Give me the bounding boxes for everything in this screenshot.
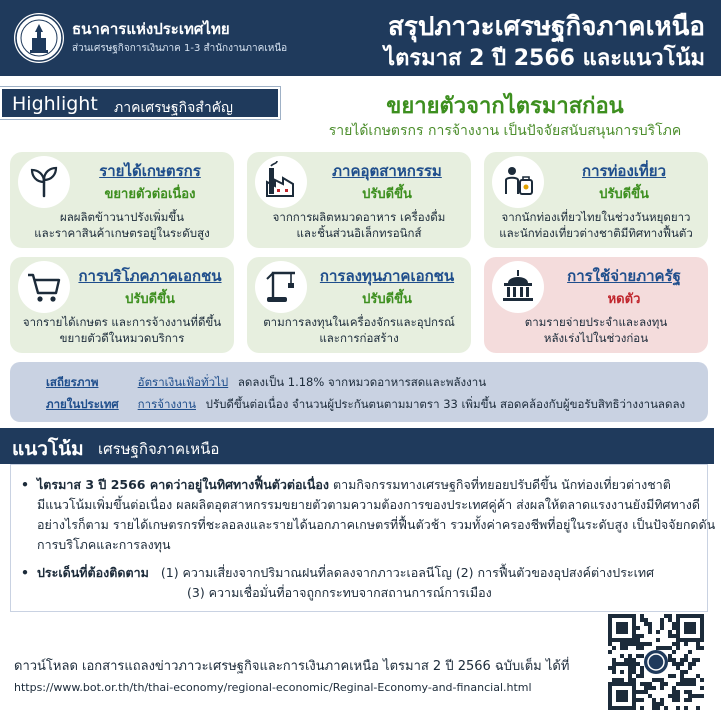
tourist-icon: [492, 156, 544, 208]
emblem-icon: [14, 13, 64, 63]
outlook-bullet-1: [21, 475, 716, 555]
card-desc-line: จากการผลิตหมวดอาหาร เครื่องดื่ม: [272, 210, 446, 224]
card-desc-line: และชิ้นส่วนอิเล็กทรอนิกส์: [296, 226, 422, 240]
government-building-icon: [492, 261, 544, 313]
card-status: ปรับดีขึ้น: [599, 187, 649, 202]
card-description: [253, 209, 465, 241]
card-status: ขยายตัวต่อเนื่อง: [104, 187, 196, 202]
download-text: ดาวน์โหลด เอกสารแถลงข่าวภาวะเศรษฐกิจและการเงินภาคเหนือ ไตรมาส 2 ปี 2566 ฉบับเต็ม ได้ที่: [14, 659, 570, 674]
stability-row-inflation: [46, 374, 486, 392]
highlight-label-sub: ภาคเศรษฐกิจสำคัญ: [114, 100, 233, 116]
stability-label: เสถียรภาพ: [46, 375, 99, 389]
card-desc-line: จากนักท่องเที่ยวไทยในช่วงวันหยุดยาว: [501, 210, 691, 224]
card-desc-line: และนักท่องเที่ยวต่างชาติมีทิศทางฟื้นตัว: [499, 226, 693, 240]
card-title: การบริโภคภาคเอกชน: [78, 267, 222, 285]
card-status: ปรับดีขึ้น: [362, 187, 412, 202]
bullet-dot: •: [21, 565, 29, 580]
header-bar: [0, 0, 721, 76]
page-title: สรุปภาวะเศรษฐกิจภาคเหนือ: [387, 12, 705, 42]
factory-icon: [255, 156, 307, 208]
card-title: การท่องเที่ยว: [581, 162, 666, 180]
card-desc-line: และราคาสินค้าเกษตรอยู่ในระดับสูง: [34, 226, 210, 240]
card-status: ปรับดีขึ้น: [125, 292, 175, 307]
card-status: หดตัว: [607, 292, 641, 307]
card-description: [16, 209, 228, 241]
outlook-line: ตามกิจกรรมทางเศรษฐกิจที่ทยอยปรับดีขึ้น นักท่องเที่ยวต่างชาติ: [332, 477, 671, 492]
stability-box: [10, 362, 708, 422]
card-status: ปรับดีขึ้น: [362, 292, 412, 307]
bot-logo: [14, 13, 64, 63]
highlight-headline: ขยายตัวจากไตรมาสก่อน: [386, 94, 624, 119]
card-description: [490, 314, 702, 346]
crane-icon: [255, 261, 307, 313]
shopping-cart-icon: [18, 261, 70, 313]
outlook-label-main: แนวโน้ม: [12, 438, 84, 460]
card-desc-line: จากรายได้เกษตร และการจ้างงานที่ดีขึ้น: [22, 315, 222, 329]
card-tourism: [484, 152, 708, 248]
card-title: รายได้เกษตรกร: [99, 162, 201, 180]
outlook-line: อย่างไรก็ตาม รายได้เกษตรกรที่ชะลอลงและรายได้นอกภาคเกษตรที่ฟื้นตัวช้า รวมทั้งค่าครองชีพที่อยู่ในระดับสูง เป็นปัจจัยกดดัน: [37, 517, 716, 532]
highlight-subhead: รายได้เกษตรกร การจ้างงาน เป็นปัจจัยสนับสนุนการบริโภค: [328, 123, 682, 139]
card-government-spending: [484, 257, 708, 353]
download-link[interactable]: https://www.bot.or.th/th/thai-economy/regional-economic/Reginal-Economy-and-financial.html: [14, 681, 532, 694]
stability-row-employment: [46, 396, 685, 414]
outlook-line: มีแนวโน้มเพิ่มขึ้นต่อเนื่อง ผลผลิตอุตสาหกรรมขยายตัวตามความต้องการของประเทศคู่ค้า ส่งผลให้ตลาดแรงงานยังมีทิศทางดี: [37, 497, 700, 512]
stability-key: การจ้างงาน: [137, 397, 196, 411]
card-title: การลงทุนภาคเอกชน: [319, 267, 455, 285]
card-desc-line: หลังเร่งไปในช่วงก่อน: [543, 331, 649, 345]
qr-code-icon: [608, 614, 704, 710]
card-farm-income: [10, 152, 234, 248]
card-desc-line: ตามรายจ่ายประจำและลงทุน: [524, 315, 668, 329]
card-description: [490, 209, 702, 241]
card-desc-line: ตามการลงทุนในเครื่องจักรและอุปกรณ์: [263, 315, 455, 329]
outlook-bullet-2: [21, 563, 701, 603]
outlook-bullet-heading: ไตรมาส 3 ปี 2566 คาดว่าอยู่ในทิศทางฟื้นตัวต่อเนื่อง: [37, 477, 329, 492]
qr-code[interactable]: [608, 614, 704, 710]
card-title: ภาคอุตสาหกรรม: [332, 162, 442, 180]
outlook-line: การบริโภคและการลงทุน: [37, 537, 171, 552]
card-desc-line: และการก่อสร้าง: [319, 331, 399, 345]
outlook-label-sub: เศรษฐกิจภาคเหนือ: [98, 440, 220, 458]
stability-text: ปรับดีขึ้นต่อเนื่อง จำนวนผู้ประกันตนตามมาตรา 33 เพิ่มขึ้น สอดคล้องกับผู้ขอรับสิทธิว่างงานลดลง: [205, 397, 686, 411]
card-industry: [247, 152, 471, 248]
card-desc-line: ขยายตัวดีในหมวดบริการ: [59, 331, 185, 345]
outlook-body: [10, 464, 716, 612]
highlight-label: [0, 87, 280, 119]
bullet-dot: •: [21, 477, 29, 492]
card-desc-line: ผลผลิตข้าวนาปรังเพิ่มขึ้น: [59, 210, 185, 224]
card-title: การใช้จ่ายภาครัฐ: [567, 267, 681, 285]
card-private-consumption: [10, 257, 234, 353]
org-name: ธนาคารแห่งประเทศไทย: [72, 20, 230, 38]
card-description: [16, 314, 228, 346]
page-subtitle: ไตรมาส 2 ปี 2566 และแนวโน้ม: [384, 46, 705, 71]
stability-text: ลดลงเป็น 1.18% จากหมวดอาหารสดและพลังงาน: [237, 375, 487, 389]
outlook-label: [0, 428, 714, 464]
outlook-bullet-heading: ประเด็นที่ต้องติดตาม: [37, 565, 149, 580]
sprout-icon: [18, 156, 70, 208]
outlook-line: (3) ความเชื่อมั่นที่อาจถูกกระทบจากสถานการณ์การเมือง: [187, 585, 492, 600]
stability-key: อัตราเงินเฟ้อทั่วไป: [137, 375, 229, 389]
highlight-label-main: Highlight: [12, 93, 98, 115]
card-private-investment: [247, 257, 471, 353]
outlook-line: (1) ความเสี่ยงจากปริมาณฝนที่ลดลงจากภาวะเอลนีโญ (2) การฟื้นตัวของอุปสงค์ต่างประเทศ: [160, 565, 655, 580]
stability-label: ภายในประเทศ: [46, 397, 119, 411]
card-description: [253, 314, 465, 346]
org-subtitle: ส่วนเศรษฐกิจการเงินภาค 1-3 สำนักงานภาคเหนือ: [72, 43, 288, 54]
